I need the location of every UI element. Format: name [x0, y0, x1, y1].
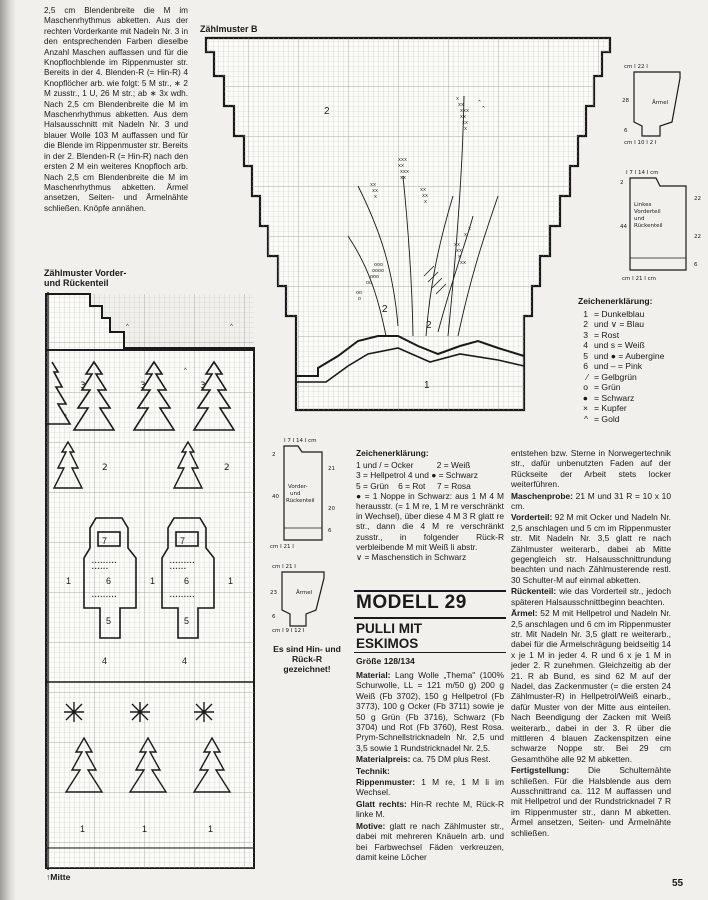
instruction-paragraph — [356, 766, 504, 776]
legend-b-key: 2 — [583, 319, 588, 329]
legend-a-line3: 5 = Grün 6 = Rot 7 = Rosa — [356, 480, 471, 491]
svg-text:1: 1 — [208, 824, 214, 834]
instruction-keyword: Ärmel: — [511, 608, 538, 619]
sleeve-right-label: Ärmel — [652, 100, 669, 106]
instruction-keyword: Maschenprobe: — [511, 490, 573, 501]
model-subtitle-1: PULLI MIT — [356, 621, 422, 636]
svg-text:xx: xx — [460, 114, 467, 120]
body-mid-left: 40 — [272, 494, 279, 500]
instruction-text: 21 M und 31 R = 10 x 10 cm. — [511, 490, 671, 512]
svg-text:x: x — [464, 126, 468, 132]
schematic-right — [620, 62, 708, 292]
svg-text:x: x — [456, 96, 460, 102]
svg-text:x: x — [374, 194, 378, 200]
sleeve-mid-side: 6 — [272, 614, 276, 620]
body-mid-h2: 21 — [328, 466, 335, 472]
svg-text:3: 3 — [200, 381, 206, 391]
legend-b-key: ^ — [583, 413, 588, 424]
legend-b-value: = Rost — [594, 329, 620, 340]
sleeve-right-h: 28 — [622, 98, 629, 104]
body-right-label2: Vorderteil — [634, 209, 661, 215]
svg-text:xx: xx — [422, 193, 429, 199]
model-subtitle-2: ESKIMOS — [356, 636, 419, 651]
legend-b-key: × — [582, 403, 588, 413]
svg-text:• • • • • •: • • • • • • — [170, 566, 186, 571]
legend-b-row — [578, 393, 706, 404]
legend-b-key: ⁄ — [586, 371, 588, 382]
svg-text:1: 1 — [66, 576, 72, 586]
instruction-keyword: Materialpreis: — [356, 754, 411, 765]
legend-b-title: Zeichenerklärung: — [578, 296, 653, 306]
body-right-h2: 22 — [694, 196, 701, 202]
legend-b-value: = Grün — [594, 382, 621, 392]
schematic-mid — [268, 434, 344, 644]
svg-text:oooo: oooo — [372, 268, 385, 274]
svg-text:xxx: xxx — [400, 169, 410, 175]
body-right-left: 44 — [620, 224, 627, 230]
svg-text:^: ^ — [184, 368, 187, 374]
svg-text:x: x — [424, 199, 428, 205]
legend-b-row — [578, 351, 706, 362]
sleeve-mid-h: 23 — [270, 590, 277, 596]
legend-a-line1: 1 und / = Ocker 2 = Weiß — [356, 460, 471, 471]
instruction-keyword: Glatt rechts: — [356, 798, 407, 809]
svg-text:2: 2 — [102, 463, 108, 473]
instructions-column-2 — [511, 448, 671, 839]
legend-b-row — [578, 330, 706, 341]
chart-b — [198, 36, 618, 414]
size-line: Größe 128/134 — [356, 656, 415, 666]
instruction-text: Lang Wolle „Thema" (100% Schurwolle, LL = 121 m/50 g) 200 g Weiß (Fb 3702), 150 g Hellpetrol (Fb 3773), 100 g Ocker (Fb 3711) sowie je 50 g Grün (Fb 3716), Schwarz (Fb 3704) und Rot (Fb 3760), Rest Rosa. Prym-Schnellstricknadeln Nr. 2,5 und 3,5 sowie 1 Rundstricknadel Nr. 2,5. — [356, 670, 504, 753]
body-mid-label3: Rückenteil — [286, 498, 315, 504]
legend-b-key: 5 — [583, 350, 588, 361]
instruction-text: 1 M re, 1 M li im Wechsel. — [356, 777, 504, 798]
svg-text:2: 2 — [324, 106, 330, 117]
svg-text:x: x — [464, 232, 468, 238]
svg-text:1: 1 — [424, 380, 430, 391]
top-left-text — [44, 6, 188, 216]
body-mid-side: 6 — [328, 528, 332, 534]
svg-text:^: ^ — [126, 324, 129, 330]
instruction-paragraph — [356, 821, 504, 863]
sleeve-right-top: cm I 22 I — [624, 64, 648, 70]
body-right-h1: 2 — [620, 180, 624, 186]
svg-text:5: 5 — [106, 616, 112, 626]
instruction-text: ca. 75 DM plus Rest. — [410, 754, 491, 765]
instruction-keyword: Fertigstellung: — [511, 765, 570, 776]
instruction-paragraph — [511, 448, 671, 490]
svg-text:^: ^ — [478, 100, 482, 106]
body-right-label1: Linkes — [634, 202, 652, 208]
instruction-keyword: Vorderteil: — [511, 512, 553, 523]
legend-b-rows — [578, 309, 706, 425]
model-title: MODELL 29 — [356, 592, 467, 613]
legend-b-row — [578, 403, 706, 414]
body-right-h3: 22 — [694, 234, 701, 240]
model-rule-bottom — [354, 652, 506, 653]
legend-b-key: ● — [582, 392, 588, 403]
sleeve-mid-top: cm I 21 I — [272, 564, 296, 570]
legend-b-row — [578, 382, 706, 393]
gezeichnet-note: Es sind Hin- und Rück-R gezeichnet! — [273, 644, 341, 674]
svg-text:ooo: ooo — [370, 274, 380, 280]
svg-text:7: 7 — [180, 536, 186, 546]
svg-text:• • • • • • • • •: • • • • • • • • • — [92, 560, 117, 565]
svg-text:xx: xx — [458, 102, 465, 108]
chart-b-label: Zählmuster B — [200, 24, 258, 34]
svg-text:xx: xx — [372, 188, 379, 194]
mitte-arrow-icon: ↑ — [46, 872, 51, 882]
instruction-paragraph — [356, 670, 504, 753]
instruction-keyword: Motive: — [356, 820, 386, 831]
svg-text:2: 2 — [426, 320, 432, 331]
instruction-keyword: Rippenmuster: — [356, 777, 416, 788]
instruction-text: wie das Vorderteil str., jedoch späteren Halsausschnittbeginn beachten. — [511, 586, 671, 607]
svg-text:4: 4 — [182, 656, 188, 666]
svg-text:• • • • • •: • • • • • • — [92, 566, 108, 571]
body-right-label3: und — [634, 216, 645, 222]
instruction-paragraph — [511, 512, 671, 585]
svg-text:xxx: xxx — [398, 157, 408, 163]
legend-b-value: = Gelbgrün — [594, 371, 637, 382]
instruction-text: entstehen bzw. Sterne in Norwegertechnik str., dafür unbenutzten Faden auf der Rückseite der Arbeit stets locker weiterführen. — [511, 448, 671, 490]
chart-front-label: Zählmuster Vorder- und Rückenteil — [44, 268, 127, 288]
body-right-label4: Rückenteil — [634, 223, 663, 229]
svg-text:xx: xx — [462, 120, 469, 126]
svg-text:7: 7 — [102, 536, 108, 546]
page-spine-shadow — [0, 0, 16, 900]
legend-a-line5: ∨ = Maschenstich in Schwarz — [356, 552, 467, 563]
body-mid-top: I 7 I 14 I cm — [284, 438, 317, 444]
legend-a-line4: ● = 1 Noppe in Schwarz: aus 1 M 4 M herausstr. (= 1 M re, 1 M re verschränkt in Wechsel), über diese 4 M 3 R glatt re str., dann die 4 M re verschränkt zusstr., in folgender Rück-R verbleibende M mit Weiß li abstr. — [356, 490, 504, 552]
legend-b-row — [578, 361, 706, 372]
instruction-text: Hin-R rechte M, Rück-R linke M. — [356, 798, 504, 820]
page-number: 55 — [672, 878, 684, 889]
svg-text:2: 2 — [224, 463, 230, 473]
instructions-column-1 — [356, 670, 504, 863]
instruction-paragraph — [356, 777, 504, 798]
instruction-text: glatt re nach Zählmuster str., dabei mit mehreren Knäueln arb. und bei Farbwechsel Fäden verkreuzen, damit keine Löcher — [356, 820, 504, 862]
legend-a-title: Zeichenerklärung: — [356, 448, 429, 458]
svg-text:xx: xx — [456, 248, 463, 254]
legend-b-value: und – = Pink — [594, 361, 643, 371]
chart-front-back — [44, 292, 256, 870]
instruction-paragraph — [511, 608, 671, 764]
legend-b-row — [578, 309, 706, 320]
instruction-paragraph — [356, 754, 504, 764]
svg-text:xx: xx — [398, 163, 405, 169]
instruction-paragraph — [511, 491, 671, 512]
svg-text:6: 6 — [106, 576, 112, 586]
sleeve-right-bottom: cm I 10 I 2 I — [624, 140, 657, 146]
svg-text:o: o — [358, 296, 362, 302]
svg-text:2: 2 — [382, 304, 388, 315]
svg-text:^: ^ — [482, 106, 486, 112]
svg-text:xx: xx — [400, 175, 407, 181]
instruction-text: 92 M mit Ocker und Nadeln Nr. 2,5 anschlagen und 5 cm im Rippenmuster str. Mit Nadeln Nr. 3,5 glatt re nach Zählmuster weiterarb., dabei ab Mitte gegengleich str. Halsausschnittrundung beachten und nach Zählmusterende restl. 30 Schulter-M auf einmal abketten. — [511, 512, 671, 585]
svg-text:5: 5 — [184, 616, 190, 626]
svg-text:• • • • • • • • •: • • • • • • • • • — [92, 594, 117, 599]
legend-b-value: = Gold — [594, 413, 620, 424]
svg-text:^: ^ — [64, 414, 67, 420]
instruction-keyword: Technik: — [356, 765, 390, 776]
svg-text:x: x — [468, 226, 472, 232]
sleeve-mid-bottom: cm I 9 I 12 I — [272, 628, 305, 634]
legend-b-key: o — [583, 382, 588, 392]
svg-text:• • • • • • • • •: • • • • • • • • • — [170, 594, 195, 599]
legend-a-line2: 3 = Hellpetrol 4 und ● = Schwarz — [356, 470, 478, 481]
svg-text:oo: oo — [356, 290, 363, 296]
body-right-top: I 7 I 14 I cm — [626, 170, 659, 176]
body-mid-h1: 2 — [272, 452, 276, 458]
instruction-paragraph — [511, 586, 671, 607]
svg-text:6: 6 — [184, 576, 190, 586]
svg-text:1: 1 — [150, 576, 156, 586]
legend-a — [356, 448, 504, 562]
legend-b-value: = Dunkelblau — [594, 308, 645, 319]
legend-b — [578, 296, 706, 424]
legend-b-row — [578, 372, 706, 383]
svg-text:3: 3 — [140, 381, 146, 391]
svg-text:xx: xx — [370, 182, 377, 188]
svg-text:xx: xx — [420, 187, 427, 193]
legend-b-value: und ● = Aubergine — [594, 350, 665, 361]
body-right-bottom: cm I 21 I cm — [622, 276, 656, 282]
svg-text:1: 1 — [80, 824, 86, 834]
legend-b-key: 4 — [583, 340, 588, 350]
svg-text:1: 1 — [228, 576, 234, 586]
mitte-text: Mitte — [50, 872, 71, 882]
model-rule-mid — [354, 617, 506, 619]
instruction-text: Die Schulternähte schließen. Für die Halsblende aus dem Ausschnittrand ca. 112 M auffassen und mit Hellpetrol und der Rundstricknadel 7 R im Rippenmuster str., dann M abketten. Ärmel ansetzen, Seiten- und Ärmelnähte schließen. — [511, 765, 671, 838]
svg-text:xx: xx — [460, 260, 467, 266]
instruction-text: 52 M mit Hellpetrol und Nadeln Nr. 2,5 anschlagen und 6 cm im Rippenmuster str. Mit Nadeln Nr. 3,5 glatt re weiterarb., dabei für die Ärmelschrägung beidseitig 14 x je 1 M in jeder 4. R und 6 x je 1 M in jeder 2. R zunehmen. Gleichzeitig ab der 21. R ab Bund, es sind 62 M auf der Nadel, das Zackenmuster (= die ersten 24 Zählmuster-R) in Hellpetrol/Weiß einarb., dafür Muster von der Mitte aus einteilen. Nach Beendigung der Zacken mit Weiß weiterarb., dabei in der 3. R über die mittleren 4 blauen Zackenspitzen eine schwarze Noppe str. Bei 29 cm Gesamthöhe alle 92 M abketten. — [511, 608, 671, 764]
legend-b-row — [578, 414, 706, 425]
instruction-keyword: Material: — [356, 670, 391, 680]
body-mid-h3: 20 — [328, 506, 335, 512]
svg-text:oo: oo — [366, 280, 373, 286]
top-left-paragraph: 2,5 cm Blendenbreite die M im Maschenrhythmus abketten. Aus der rechten Vorderkante mit Nadeln Nr. 3 in den entsprechenden Farben dieselbe Anzahl Maschen auffassen und für die Knopflochblende im Rippenmuster str. Bereits in der 4. Blenden-R (= Hin-R) 4 Knopflöcher arb. wie folgt: 5 M str., ∗ 2 M zusstr., 1 U, 26 M str.; ab ∗ 3x wdh. Nach 2,5 cm Blendenbreite die M im Maschenrhythmus abketten. Aus dem Halsausschnitt mit Nadeln Nr. 3 und blauer Wolle 103 M auffassen und für die Blende im Rippenmuster str. Bereits in der 2. Blenden-R (= Hin-R) nach den ersten 2 M ein weiteres Knopfloch arb. Nach 2,5 cm Blendenbreite die M im Maschenrhythmus abketten. Ärmel ansetzen, Seiten- und Ärmelnähte schließen. Knöpfe annähen. — [44, 6, 188, 213]
svg-text:1: 1 — [142, 824, 148, 834]
svg-text:x: x — [458, 254, 462, 260]
svg-text:3: 3 — [80, 381, 86, 391]
legend-b-key: 6 — [583, 361, 588, 371]
legend-b-row — [578, 340, 706, 351]
sleeve-right-side: 6 — [624, 128, 628, 134]
legend-b-value: und ∨ = Blau — [594, 319, 645, 329]
instruction-paragraph — [511, 765, 671, 838]
svg-text:^: ^ — [230, 324, 233, 330]
legend-b-key: 1 — [583, 308, 588, 319]
legend-b-value: = Schwarz — [594, 392, 635, 403]
body-mid-label2: und — [290, 491, 301, 497]
svg-text:ooo: ooo — [374, 262, 384, 268]
body-right-side: 6 — [694, 262, 698, 268]
body-mid-label1: Vorder- — [288, 484, 308, 490]
svg-text:4: 4 — [102, 656, 108, 666]
legend-b-value: = Kupfer — [594, 403, 627, 413]
svg-text:xxx: xxx — [460, 108, 470, 114]
legend-b-row — [578, 319, 706, 330]
mitte-label — [46, 872, 70, 882]
body-mid-bottom: cm I 21 I — [270, 544, 294, 550]
instruction-keyword: Rückenteil: — [511, 586, 557, 597]
sleeve-mid-label: Ärmel — [296, 590, 313, 596]
svg-text:• • • • • • • • •: • • • • • • • • • — [170, 560, 195, 565]
legend-b-value: und s = Weiß — [594, 340, 645, 350]
instruction-paragraph — [356, 799, 504, 820]
legend-b-key: 3 — [583, 329, 588, 340]
svg-text:xx: xx — [454, 242, 461, 248]
